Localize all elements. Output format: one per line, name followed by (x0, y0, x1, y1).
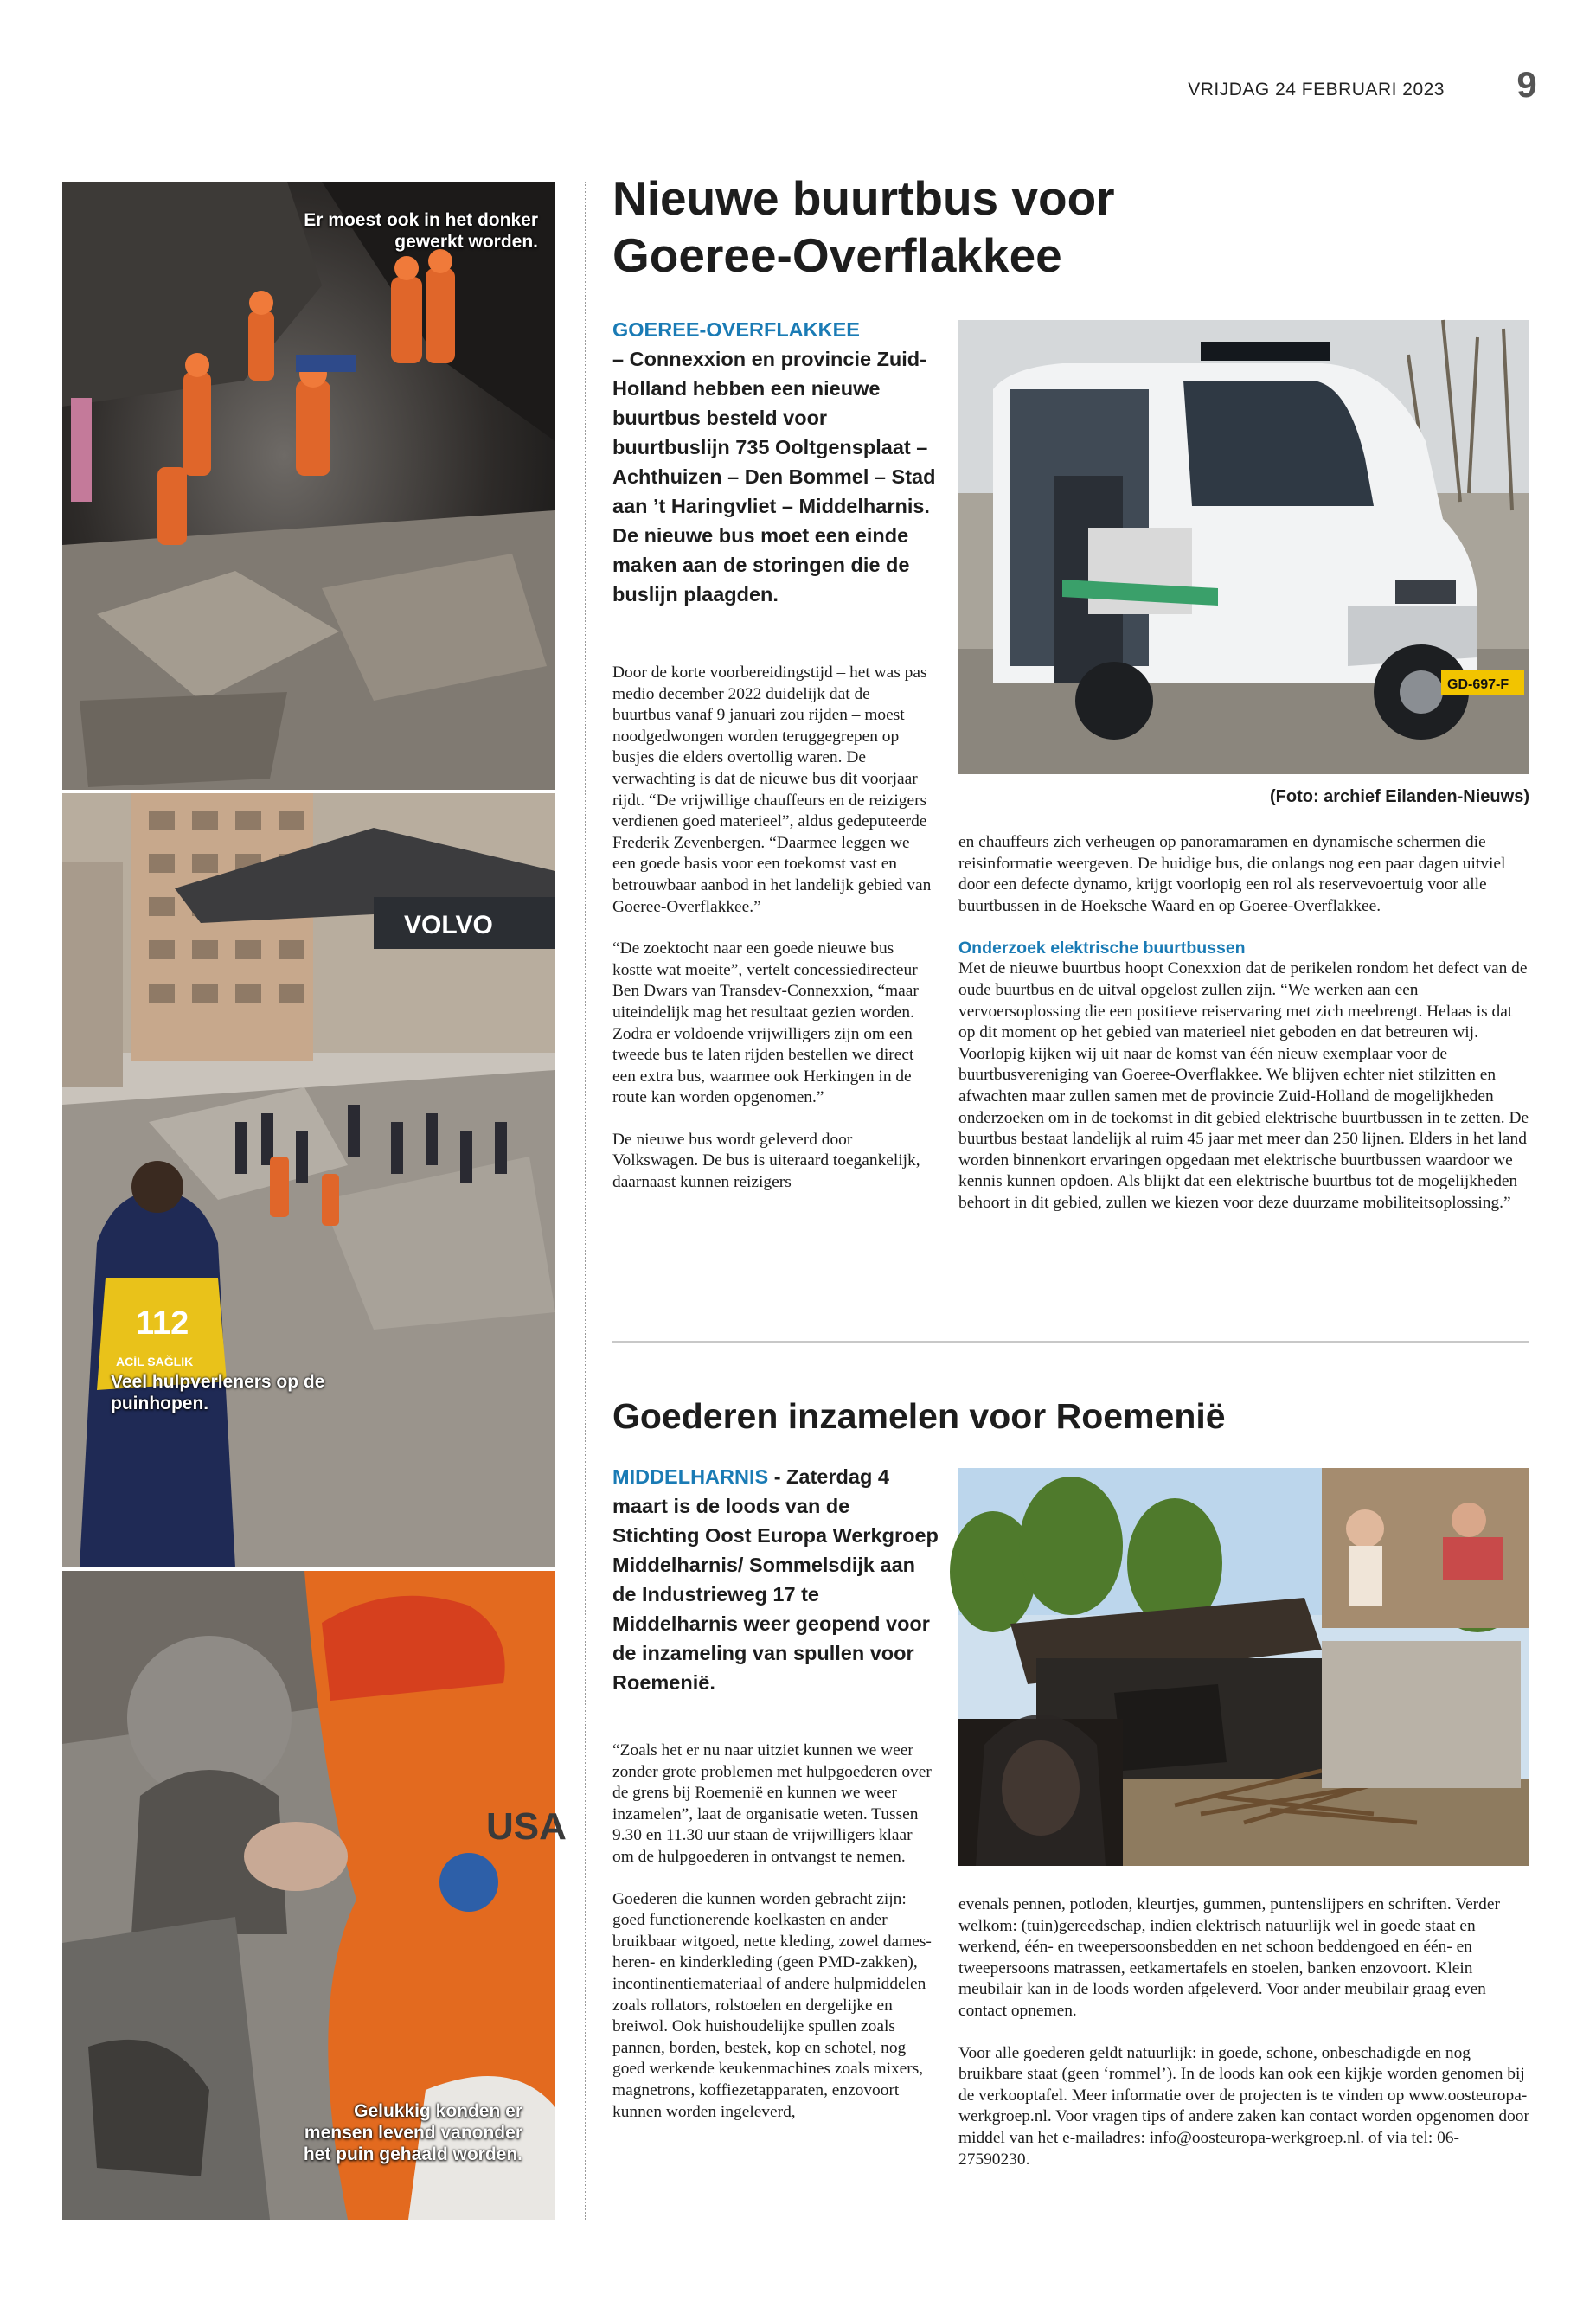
article-paragraph: Door de korte voorbereidingstijd – het was pas medio december 2022 duidelijk dat de buurtbus vanaf 9 januari zou rijden – moest noodgedwongen worden teruggegrepen op busjes die elders overtollig waren. De verwachting is dat de nieuwe bus dit voorjaar rijdt. “De vrijwillige chauffeurs en de reizigers verdienen goed materieel”, aldus gedeputeerde Frederik Zevenbergen. “Daarmee leggen we een goede basis voor een toekomst vast en betrouwbaar aanbod in het landelijk gebied van Goeree-Overflakkee.” (612, 663, 932, 916)
article-lead-text: - Zaterdag 4 maart is de loods van de Stichting Oost Europa Werkgroep Middelharnis/ Sommelsdijk aan de Industrieweg 17 te Middelharnis weer geopend voor de inzameling van spullen voor Roemenië. (612, 1465, 939, 1694)
bus-image (958, 320, 1529, 774)
night-rescue-image (62, 182, 555, 790)
photo-night-rescue (62, 182, 555, 790)
photo-credit: (Foto: archief Eilanden-Nieuws) (1269, 787, 1529, 806)
helmet-label: USA (486, 1805, 567, 1848)
bus-photo (958, 320, 1529, 774)
article-paragraph: Voor alle goederen geldt natuurlijk: in goede, schone, onbeschadigde en nog bruikbare staat (geen ‘rommel’). In de loods kan ook een kijkje worden genomen bij de verkooptafel. Meer informatie over de projecten is te vinden op www.oosteuropa-werkgroep.nl. Voor vragen tips of andere zaken kan contact worden opgenomen door middel van het e-mailadres: info@oosteuropa-werkgroep.nl. of via tel: 06-27590230. (958, 2043, 1529, 2169)
article-body-col2 (958, 1894, 1529, 2170)
section-divider (612, 1341, 1529, 1343)
article-body-col2 (958, 832, 1529, 1215)
article-headline: Nieuwe buurtbus voor Goeree-Overflakkee (612, 171, 1115, 282)
column-divider (585, 182, 586, 2220)
article-lead (612, 1462, 941, 1697)
article-paragraph: en chauffeurs zich verheugen op panoramaramen en dynamische schermen die reisinformatie weergeven. De huidige bus, die onlangs nog een paar dagen uitviel door een defecte dynamo, krijgt voorlopig een rol als reservevoertuig voor alle buurtbussen in de Hoeksche Waard en op Goeree-Overflakkee. (958, 833, 1506, 915)
photo-caption: Gelukkig konden er mensen levend vanonder het puin gehaald worden. (303, 2101, 522, 2164)
article-dateline: GOEREE-OVERFLAKKEE (612, 318, 860, 341)
photo-rubble-workers (62, 793, 555, 1567)
bus-plate: GD-697-F (1447, 677, 1509, 692)
article-dateline: MIDDELHARNIS (612, 1465, 769, 1488)
article-body-col1 (612, 1740, 933, 2123)
vest-number: 112 (136, 1305, 189, 1342)
article-body-col1 (612, 663, 933, 1194)
romania-photo (958, 1468, 1529, 1866)
article-paragraph: “De zoektocht naar een goede nieuwe bus kostte wat moeite”, vertelt concessiedirecteur Ben Dwars van Transdev-Connexxion, “maar uiteindelijk mag het resultaat gezien worden. Zodra er voldoende vrijwilligers zijn om een tweede bus te laten rijden bestellen we direct een extra bus, waarmee ook Herkingen in de route kan worden opgenomen.” (612, 939, 919, 1107)
article-headline: Goederen inzamelen voor Roemenië (612, 1396, 1226, 1436)
photo-rescue-closeup (62, 1571, 567, 2220)
rubble-workers-image (62, 793, 555, 1567)
article-subheading: Onderzoek elektrische buurtbussen (958, 939, 1246, 958)
issue-date: VRIJDAG 24 FEBRUARI 2023 (1188, 80, 1445, 99)
article-paragraph: Goederen die kunnen worden gebracht zijn: goed functionerende koelkasten en ander bruikbaar witgoed, nette kleding, zowel dames- heren- en kinderkleding (geen PMD-zakken), incontinentiemateriaal of andere hulpmiddelen zoals rollators, rolstoelen en dergelijke en breiwol. Ook huishoudelijke spullen zoals pannen, borden, bestek, kop en schotel, nog goed werkende keukenmachines zoals mixers, magnetrons, koffiezetapparaten, enzovoort kunnen worden ingeleverd, (612, 1889, 932, 2121)
article-paragraph: “Zoals het er nu naar uitziet kunnen we weer zonder grote problemen met hulpgoederen over de grens bij Roemenië en kunnen we weer inzamelen”, laat de organisatie weten. Tussen 9.30 en 11.30 uur staan de vrijwilligers klaar om de hulpgoederen in ontvangst te nemen. (612, 1741, 932, 1866)
article-lead-text: – Connexxion en provincie Zuid-Holland hebben een nieuwe buurtbus besteld voor buurtbuslijn 735 Ooltgensplaat – Achthuizen – Den Bommel – Stad aan ’t Haringvliet – Middelharnis. De nieuwe bus moet een einde maken aan de storingen die de buslijn plaagden. (612, 348, 936, 606)
article-paragraph: evenals pennen, potloden, kleurtjes, gummen, puntenslijpers en schriften. Verder welkom: (tuin)gereedschap, indien elektrisch natuurlijk wel in goede staat en werkend, één- en tweepersoonsbedden en net schoon beddengoed en één- en tweepersoons matrassen, eetkamertafels en stoelen, banken enzovoort. Klein meubilair kan in de loods worden afgeleverd. Voor ander meubilair graag even contact opnemen. (958, 1895, 1500, 2020)
romania-collage-image (958, 1468, 1529, 1866)
photo-caption: Er moest ook in het donker gewerkt worden. (304, 210, 538, 252)
article-paragraph: De nieuwe bus wordt geleverd door Volkswagen. De bus is uiteraard toegankelijk, daarnaast kunnen reizigers (612, 1130, 920, 1192)
vest-label: ACİL SAĞLIK (116, 1355, 194, 1368)
photo-caption: Veel hulpverleners op de puinhopen. (111, 1372, 325, 1413)
article-paragraph: Met de nieuwe buurtbus hoopt Conexxion dat de perikelen rondom het defect van de oude buurtbus en de uitval opgelost zullen zijn. “We werken aan een vervoersoplossing die een positieve reiservaring met zich meebrengt. Helaas is dat op dit moment op het gebied van materieel niet geboden en dat betreuren wij. Voorlopig kijken wij uit naar de komst van één nieuw exemplaar voor de buurtbusvereniging van Goeree-Overflakkee. We blijven echter niet stilzitten en afwachten maar zullen samen met de provincie Zuid-Holland de mogelijkheden onderzoeken om in de toekomst in dit gebied elektrische buurtbussen in te zetten. De buurtbus bestaat landelijk al ruim 45 jaar met meer dan 250 lijnen. Elders in het land worden binnenkort ervaringen opgedaan met elektrische buurtbussen waardoor we kennis kunnen opdoen. Als blijkt dat een elektrische buurtbus tot de mogelijkheden behoort in dit gebied, zullen we kiezen voor deze duurzame mobiliteitsoplossing.” (958, 959, 1529, 1212)
article-lead (612, 315, 941, 609)
page-number: 9 (1516, 64, 1537, 105)
crane-brand-label: VOLVO (404, 911, 493, 939)
